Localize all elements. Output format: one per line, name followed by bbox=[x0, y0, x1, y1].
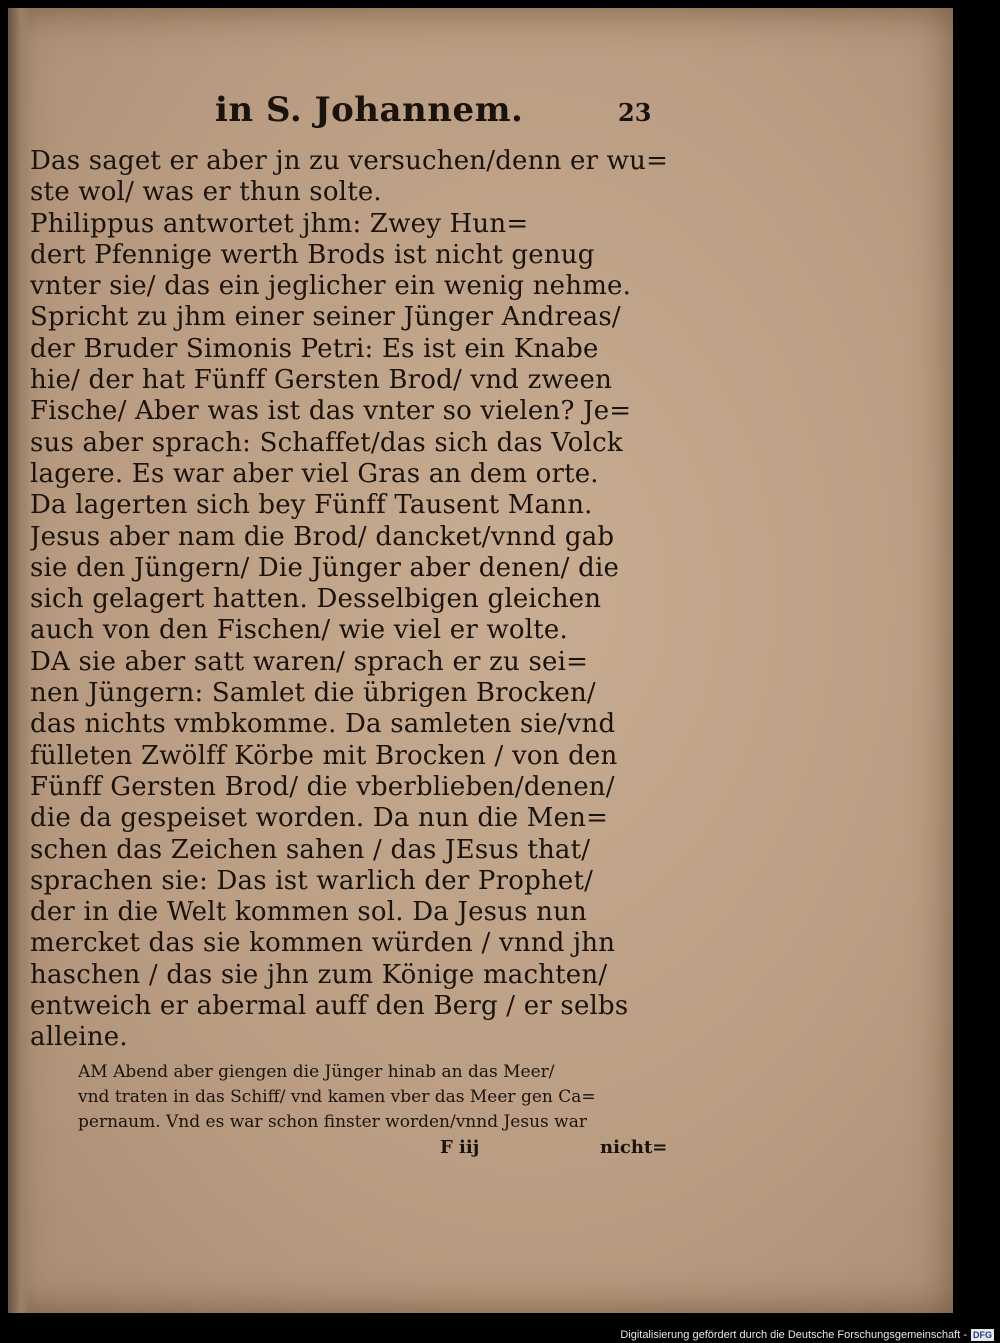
text-line: hie/ der hat Fünff Gersten Brod/ vnd zween bbox=[30, 365, 613, 396]
book-page bbox=[8, 8, 953, 1313]
text-line: sie den Jüngern/ Die Jünger aber denen/ die bbox=[30, 552, 620, 583]
binding-gutter bbox=[8, 8, 30, 1313]
page-number: 23 bbox=[618, 98, 652, 127]
text-line: Das saget er aber jn zu versuchen/denn er wu= bbox=[30, 146, 669, 176]
text-line: entweich er abermal auff den Berg / er selbs bbox=[30, 991, 629, 1022]
text-line: Spricht zu jhm einer seiner Jünger Andreas/ bbox=[30, 302, 621, 333]
text-line: haschen / das sie jhn zum Könige machten/ bbox=[30, 959, 608, 990]
small-print-passage bbox=[30, 1060, 670, 1135]
main-text bbox=[30, 146, 670, 1054]
text-block bbox=[30, 88, 670, 1165]
text-line: die da gespeiset worden. Da nun die Men= bbox=[30, 803, 609, 834]
text-line: vnter sie/ das ein jeglicher ein wenig nehme. bbox=[30, 271, 632, 302]
signature-mark: F iij bbox=[440, 1136, 480, 1158]
text-line: dert Pfennige werth Brods ist nicht genug bbox=[30, 239, 595, 270]
text-line: das nichts vmbkomme. Da samleten sie/vnd bbox=[30, 709, 616, 740]
text-line: ste wol/ was er thun solte. bbox=[30, 177, 382, 208]
text-line: sprachen sie: Das ist warlich der Prophet/ bbox=[30, 865, 594, 896]
digitization-credit bbox=[620, 1329, 994, 1341]
text-line: mercket das sie kommen würden / vnnd jhn bbox=[30, 928, 616, 959]
text-line: sich gelagert hatten. Desselbigen gleichen bbox=[30, 584, 602, 615]
running-head bbox=[30, 88, 670, 146]
text-line: Fische/ Aber was ist das vnter so vielen? Je= bbox=[30, 396, 632, 427]
catchword: nicht= bbox=[600, 1136, 668, 1158]
text-line: sus aber sprach: Schaffet/das sich das Volck bbox=[30, 427, 623, 458]
text-line: nen Jüngern: Samlet die übrigen Brocken/ bbox=[30, 678, 596, 709]
text-line: der in die Welt kommen sol. Da Jesus nun bbox=[30, 897, 587, 928]
small-print-line: AM Abend aber giengen die Jünger hinab an das Meer/ bbox=[78, 1061, 555, 1082]
text-line: Jesus aber nam die Brod/ dancket/vnnd gab bbox=[30, 521, 615, 552]
small-print-line: pernaum. Vnd es war schon finster worden/vnnd Jesus war bbox=[78, 1111, 587, 1132]
small-print-line: vnd traten in das Schiff/ vnd kamen vber das Meer gen Ca= bbox=[78, 1086, 596, 1107]
text-line: Fünff Gersten Brod/ die vberblieben/denen/ bbox=[30, 771, 615, 802]
text-line: DA sie aber satt waren/ sprach er zu sei= bbox=[30, 646, 589, 677]
text-line: Da lagerten sich bey Fünff Tausent Mann. bbox=[30, 490, 593, 521]
text-line: lagere. Es war aber viel Gras an dem orte. bbox=[30, 458, 599, 489]
text-line: Philippus antwortet jhm: Zwey Hun= bbox=[30, 208, 529, 239]
text-line: schen das Zeichen sahen / das JEsus that/ bbox=[30, 834, 591, 865]
credit-text: Digitalisierung gefördert durch die Deutsche Forschungsgemeinschaft - bbox=[620, 1329, 967, 1341]
running-head-title: in S. Johannem. bbox=[215, 90, 524, 130]
page-footer bbox=[30, 1135, 670, 1165]
text-line: alleine. bbox=[30, 1022, 128, 1053]
text-line: der Bruder Simonis Petri: Es ist ein Knabe bbox=[30, 333, 599, 364]
text-line: fülleten Zwölff Körbe mit Brocken / von den bbox=[30, 740, 618, 771]
text-line: auch von den Fischen/ wie viel er wolte. bbox=[30, 615, 568, 646]
dfg-logo-icon: DFG bbox=[973, 1330, 992, 1340]
